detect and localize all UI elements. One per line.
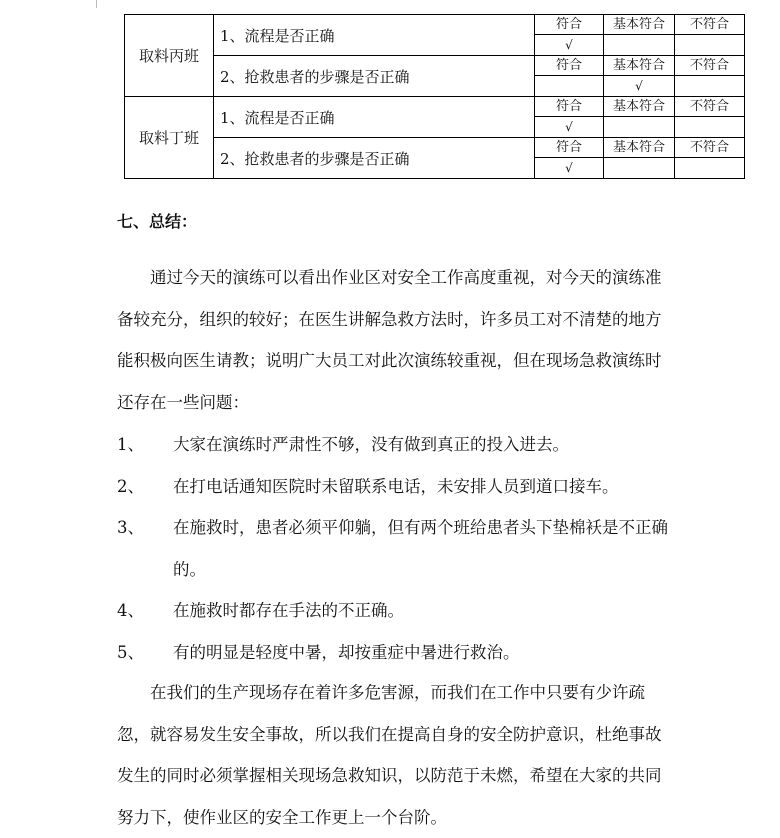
issues-list	[117, 424, 677, 673]
check-mark: √	[635, 79, 643, 93]
check-cell	[604, 76, 675, 97]
option-header: 不符合	[675, 56, 745, 76]
check-cell	[675, 76, 745, 97]
item-cell: 2、抢救患者的步骤是否正确	[214, 138, 535, 179]
option-header: 基本符合	[604, 138, 675, 158]
option-header: 符合	[535, 138, 604, 158]
check-cell	[675, 158, 745, 179]
list-item	[117, 507, 677, 590]
option-header: 不符合	[675, 15, 745, 35]
list-item	[117, 424, 677, 466]
option-header: 基本符合	[604, 56, 675, 76]
table-row	[125, 56, 745, 76]
list-item-number: 1、	[117, 435, 144, 454]
list-item-text: 大家在演练时严肃性不够，没有做到真正的投入进去。	[173, 435, 569, 454]
option-header: 不符合	[675, 97, 745, 117]
list-item-number: 4、	[117, 601, 144, 620]
table-row	[125, 138, 745, 158]
check-mark: √	[565, 161, 573, 175]
evaluation-table-body	[125, 15, 745, 179]
list-item-text: 有的明显是轻度中暑，却按重症中暑进行救治。	[173, 642, 520, 662]
page-corner-mark	[96, 0, 97, 8]
check-cell	[535, 35, 604, 56]
check-cell	[604, 35, 675, 56]
option-header: 不符合	[675, 138, 745, 158]
list-item	[117, 632, 677, 674]
check-cell	[535, 117, 604, 138]
option-header: 符合	[535, 97, 604, 117]
team-cell: 取料丙班	[125, 15, 214, 97]
closing-paragraph: 在我们的生产现场存在着许多危害源，而我们在工作中只要有少许疏忽，就容易发生安全事故，所以我们在提高自身的安全防护意识，杜绝事故发生的同时必须掌握相关现场急救知识，以防范于未燃，希望在大家的共同努力下，使作业区的安全工作更上一个台阶。	[117, 683, 662, 827]
table-row	[125, 97, 745, 117]
check-mark: √	[565, 38, 573, 52]
list-item-number: 2、	[117, 476, 144, 496]
check-cell	[604, 117, 675, 138]
check-cell	[675, 35, 745, 56]
list-item-text: 在打电话通知医院时未留联系电话，未安排人员到道口接车。	[173, 476, 619, 496]
check-cell	[675, 117, 745, 138]
list-item-text: 在施救时都存在手法的不正确。	[173, 601, 404, 620]
list-item-number: 5、	[117, 642, 144, 662]
item-cell: 1、流程是否正确	[214, 97, 535, 138]
check-cell	[535, 158, 604, 179]
item-cell: 1、流程是否正确	[214, 15, 535, 56]
item-cell: 2、抢救患者的步骤是否正确	[214, 56, 535, 97]
list-item-number: 3、	[117, 518, 144, 537]
option-header: 符合	[535, 15, 604, 35]
table-row	[125, 15, 745, 35]
option-header: 基本符合	[604, 15, 675, 35]
intro-paragraph: 通过今天的演练可以看出作业区对安全工作高度重视，对今天的演练准备较充分，组织的较好；在医生讲解急救方法时，许多员工对不清楚的地方能积极向医生请教；说明广大员工对此次演练较重视，但在现场急救演练时还存在一些问题：	[117, 268, 662, 412]
list-item	[117, 590, 677, 632]
check-cell	[604, 158, 675, 179]
section-title: 七、总结：	[117, 212, 198, 231]
option-header: 基本符合	[604, 97, 675, 117]
check-cell	[535, 76, 604, 97]
list-item	[117, 466, 677, 508]
team-cell: 取料丁班	[125, 97, 214, 179]
check-mark: √	[565, 120, 573, 134]
list-item-text: 在施救时，患者必须平仰躺，但有两个班给患者头下垫棉袄是不正确的。	[173, 518, 668, 579]
option-header: 符合	[535, 56, 604, 76]
evaluation-table	[124, 14, 745, 179]
